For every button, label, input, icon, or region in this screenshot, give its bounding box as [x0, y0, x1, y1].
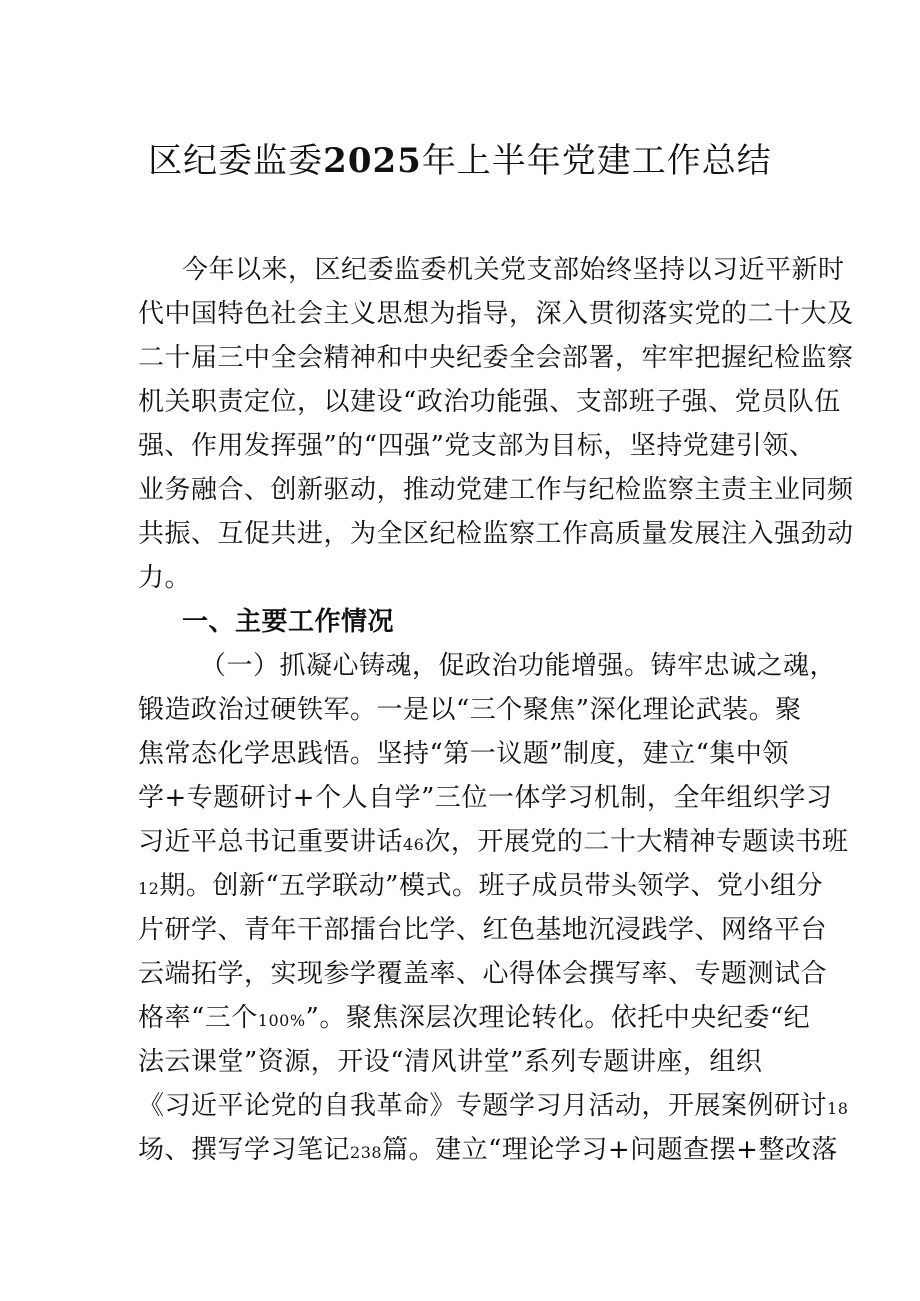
paragraph-line [138, 996, 811, 1040]
paragraph-line: 法云课堂”资源，开设“清风讲堂”系列专题讲座，组织 [138, 1047, 763, 1077]
paragraph-line: 二十届三中全会精神和中央纪委全会部署，牢牢把握纪检监察 [138, 343, 854, 373]
title-year: 2025 [323, 141, 422, 181]
line-number: 46 [403, 835, 425, 854]
line-text: 次，开展党的二十大精神专题读书班 [424, 827, 849, 857]
paragraph-line: 锻造政治过硬铁军。一是以“三个聚焦”深化理论武装。聚 [138, 695, 802, 725]
paragraph-line: 力。 [138, 563, 192, 593]
paragraph-line: 焦常态化学思践悟。坚持“第一议题”制度，建立“集中领 [138, 739, 789, 769]
title-prefix: 区纪委监委 [148, 141, 324, 181]
paragraph-line: 共振、互促共进，为全区纪检监察工作高质量发展注入强劲动 [138, 519, 854, 549]
line-text: ”。聚焦深层次理论转化。依托中央纪委“纪 [305, 1003, 811, 1033]
line-text: 篇。建立“理论学习+问题查摆+整改落 [382, 1135, 838, 1165]
line-text: 《习近平论党的自我革命》专题学习月活动，开展案例研讨 [138, 1091, 828, 1121]
paragraph-line: 强、作用发挥强”的“四强”党支部为目标，坚持党建引领、 [138, 431, 816, 461]
line-number: 100% [257, 1011, 306, 1030]
line-number: 12 [138, 879, 160, 898]
title-suffix: 年上半年党建工作总结 [421, 141, 772, 181]
paragraph-line: 学+专题研讨+个人自学”三位一体学习机制，全年组织学习 [138, 783, 833, 813]
paragraph-line: （一）抓凝心铸魂，促政治功能增强。铸牢忠诚之魂， [200, 651, 837, 681]
paragraph-line: 今年以来，区纪委监委机关党支部始终坚持以习近平新时 [182, 255, 845, 285]
paragraph-line: 代中国特色社会主义思想为指导，深入贯彻落实党的二十大及 [138, 299, 854, 329]
section-heading: 一、主要工作情况 [182, 607, 395, 637]
line-text: 格率“三个 [138, 1003, 258, 1033]
paragraph-line [138, 820, 849, 864]
line-text: 期。创新“五学联动”模式。班子成员带头领学、党小组分 [159, 871, 823, 901]
line-text: 习近平总书记重要讲话 [138, 827, 404, 857]
paragraph-line: 业务融合、创新驱动，推动党建工作与纪检监察主责主业同频 [138, 475, 854, 505]
paragraph-line: 云端拓学，实现参学覆盖率、心得体会撰写率、专题测试合 [138, 959, 828, 989]
line-number: 238 [350, 1143, 383, 1162]
document-title [100, 138, 820, 184]
paragraph-line [138, 1128, 838, 1172]
line-number: 18 [827, 1099, 849, 1118]
paragraph-line [138, 864, 823, 908]
document-body [138, 248, 854, 1172]
paragraph-line [138, 1084, 849, 1128]
line-text: 场、撰写学习笔记 [138, 1135, 351, 1165]
paragraph-line: 机关职责定位，以建设“政治功能强、支部班子强、党员队伍 [138, 387, 841, 417]
paragraph-line: 片研学、青年干部擂台比学、红色基地沉浸践学、网络平台 [138, 915, 828, 945]
